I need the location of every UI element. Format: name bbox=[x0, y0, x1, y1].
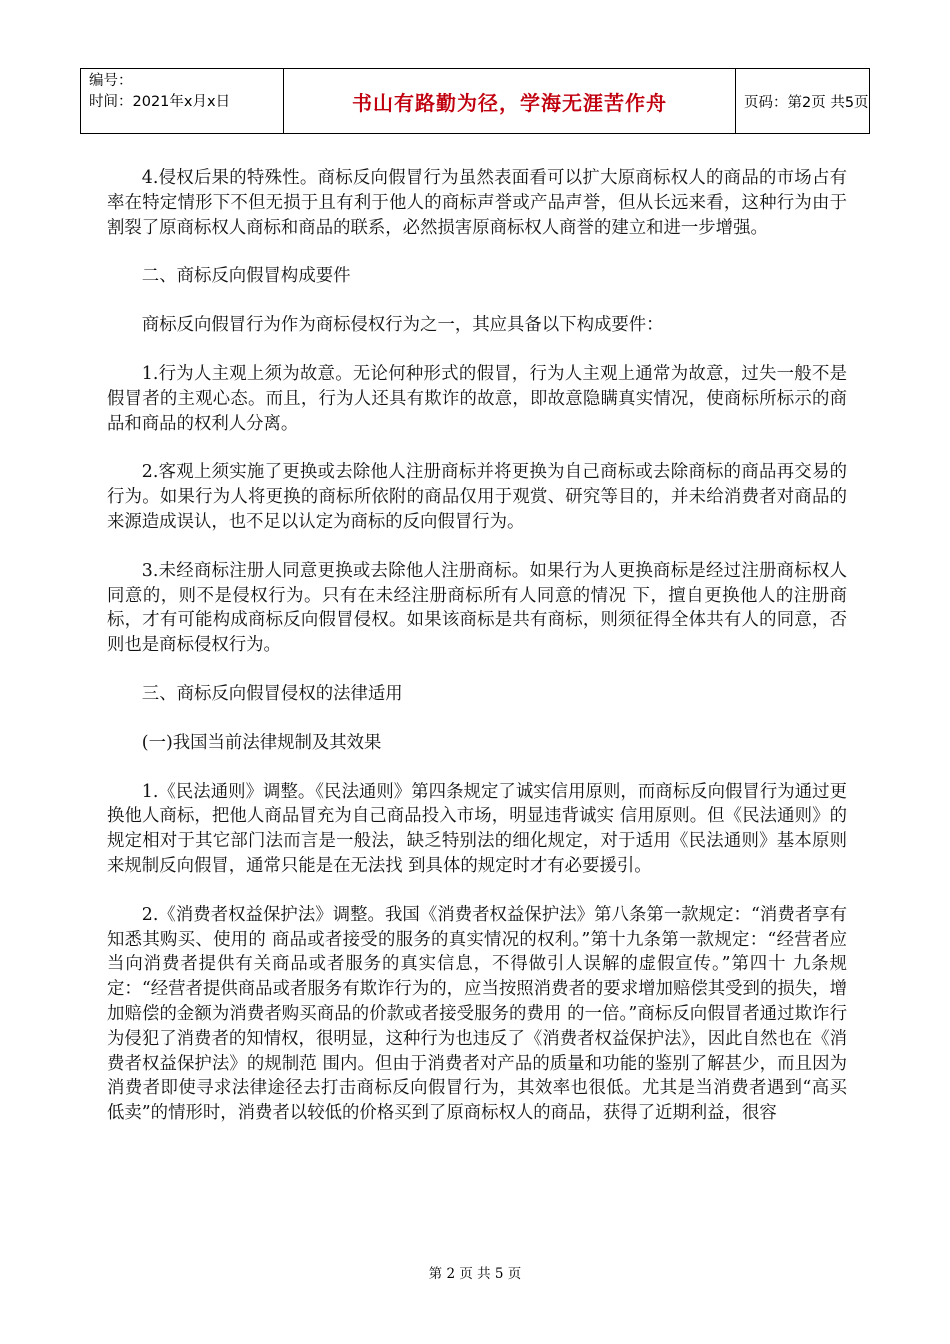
paragraph-consequence: 4.侵权后果的特殊性。商标反向假冒行为虽然表面看可以扩大原商标权人的商品的市场占有率在特定情形下不但无损于且有利于他人的商标声誉或产品声誉，但从长远来看，这种行为由于割裂了原商标权人商标和商品的联系，必然损害原商标权人商誉的建立和进一步增强。 bbox=[107, 168, 847, 238]
document-header bbox=[80, 68, 870, 134]
subsection-heading-1: (一)我国当前法律规制及其效果 bbox=[141, 732, 382, 753]
header-page-cell bbox=[736, 69, 870, 133]
document-body bbox=[107, 166, 847, 1150]
paragraph-civil-law: 1.《民法通则》调整。《民法通则》第四条规定了诚实信用原则，而商标反向假冒行为通过更换他人商标，把他人商品冒充为自己商品投入市场，明显违背诚实 信用原则。但《民法通则》的规定相对于其它部门法而言是一般法，缺乏特别法的细化规定，对于适用《民法通则》基本原则来规制反向假冒，通常只能是在无法找 到具体的规定时才有必要援引。 bbox=[107, 781, 847, 876]
header-motto-cell bbox=[284, 69, 736, 133]
section-heading-3: 三、商标反向假冒侵权的法律适用 bbox=[141, 683, 403, 704]
paragraph-element-1: 1.行为人主观上须为故意。无论何种形式的假冒，行为人主观上通常为故意，过失一般不是假冒者的主观心态。而且，行为人还具有欺诈的故意，即故意隐瞒真实情况，使商标所标示的商品和商品的权利人分离。 bbox=[107, 363, 847, 434]
paragraph-element-2: 2.客观上须实施了更换或去除他人注册商标并将更换为自己商标或去除商标的商品再交易的行为。如果行为人将更换的商标所依附的商品仅用于观赏、研究等目的，并未给消费者对商品的来源造成误认，也不足以认定为商标的反向假冒行为。 bbox=[107, 462, 847, 532]
paragraph-element-3: 3.未经商标注册人同意更换或去除他人注册商标。如果行为人更换商标是经过注册商标权人同意的，则不是侵权行为。只有在未经注册商标所有人同意的情况 下，擅自更换他人的注册商标，才有可能构成商标反向假冒侵权。如果该商标是共有商标，则须征得全体共有人的同意，否则也是商标侵权行为。 bbox=[107, 560, 847, 656]
page-footer: 第 2 页 共 5 页 bbox=[428, 1266, 522, 1282]
time-label: 时间：2021年x月x日 bbox=[89, 94, 231, 110]
section-heading-2: 二、商标反向假冒构成要件 bbox=[141, 266, 351, 287]
number-label: 编号： bbox=[89, 73, 133, 89]
paragraph-consumer-law: 2.《消费者权益保护法》调整。我国《消费者权益保护法》第八条第一款规定：“消费者享有知悉其购买、使用的 商品或者接受的服务的真实情况的权利。”第十九条第一款规定：“经营者应当向消费者提供有关商品或者服务的真实信息，不得做引人误解的虚假宣传。”第四十 九条规定：“经营者提供商品或者服务有欺诈行为的，应当按照消费者的要求增加赔偿其受到的损失，增加赔偿的金额为消费者购买商品的价款或者接受服务的费用 的一倍。”商标反向假冒者通过欺诈行为侵犯了消费者的知情权，很明显，这种行为也违反了《消费者权益保护法》，因此自然也在《消费者权益保护法》的规制范 围内。但由于消费者对产品的质量和功能的鉴别了解甚少，而且因为消费者即使寻求法律途径去打击商标反向假冒行为，其效率也很低。尤其是当消费者遇到“高买 低卖”的情形时，消费者以较低的价格买到了原商标权人的商品，获得了近期利益，很容 bbox=[107, 904, 847, 1124]
motto-text: 书山有路勤为径，学海无涯苦作舟 bbox=[352, 90, 667, 115]
page-info: 页码：第2页 共5页 bbox=[744, 94, 869, 111]
header-meta-cell bbox=[81, 69, 284, 133]
paragraph-intro: 商标反向假冒行为作为商标侵权行为之一，其应具备以下构成要件： bbox=[141, 315, 664, 336]
